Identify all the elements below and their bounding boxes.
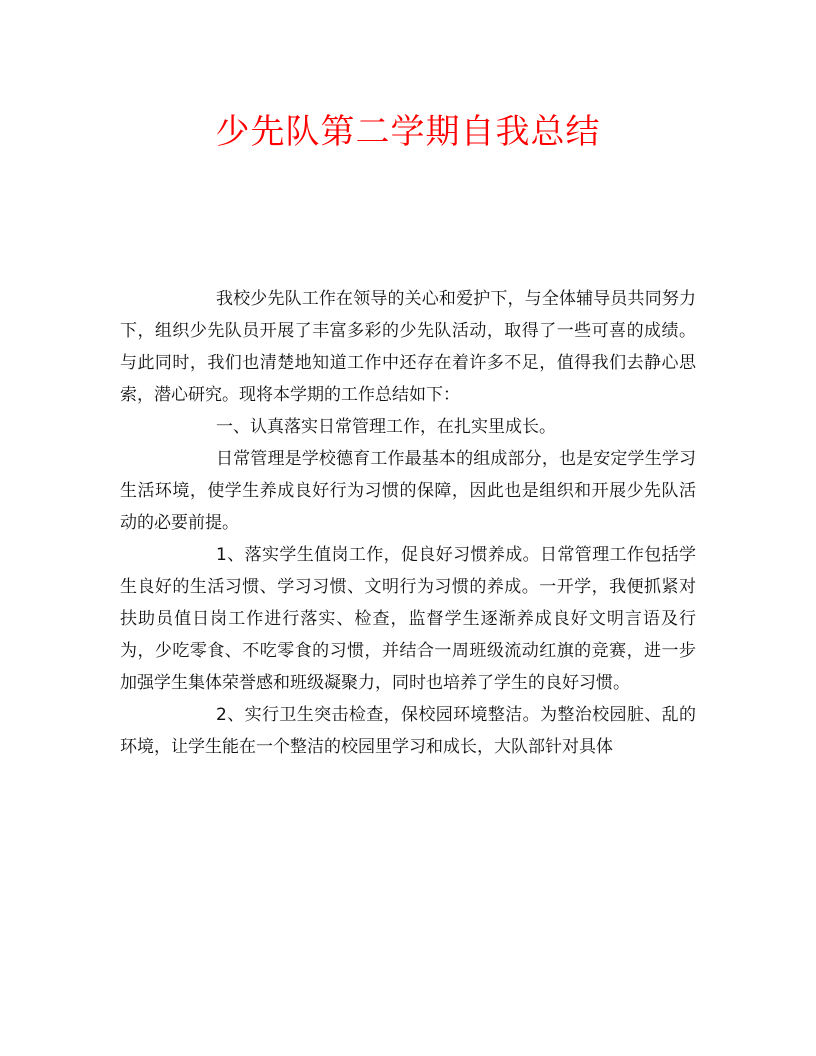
- document-body: [120, 283, 696, 763]
- paragraph-daily-management: 日常管理是学校德育工作最基本的组成部分，也是安定学生学习生活环境，使学生养成良好行为习惯的保障，因此也是组织和开展少先队活动的必要前提。: [120, 449, 696, 533]
- paragraph-intro: 我校少先队工作在领导的关心和爱护下，与全体辅导员共同努力下，组织少先队员开展了丰富多彩的少先队活动，取得了一些可喜的成绩。与此同时，我们也清楚地知道工作中还存在着许多不足，值得我们去静心思索，潜心研究。现将本学期的工作总结如下：: [120, 289, 696, 405]
- paragraph-item-2: 2、实行卫生突击检查，保校园环境整洁。为整治校园脏、乱的环境，让学生能在一个整洁的校园里学习和成长，大队部针对具体: [120, 705, 696, 757]
- section-heading-1: 一、认真落实日常管理工作，在扎实里成长。: [216, 417, 556, 437]
- paragraph-item-1: 1、落实学生值岗工作，促良好习惯养成。日常管理工作包括学生良好的生活习惯、学习习惯、文明行为习惯的养成。一开学，我便抓紧对扶助员值日岗工作进行落实、检查，监督学生逐渐养成良好文明言语及行为，少吃零食、不吃零食的习惯，并结合一周班级流动红旗的竞赛，进一步加强学生集体荣誉感和班级凝聚力，同时也培养了学生的良好习惯。: [120, 545, 696, 693]
- document-title: 少先队第二学期自我总结: [215, 112, 601, 152]
